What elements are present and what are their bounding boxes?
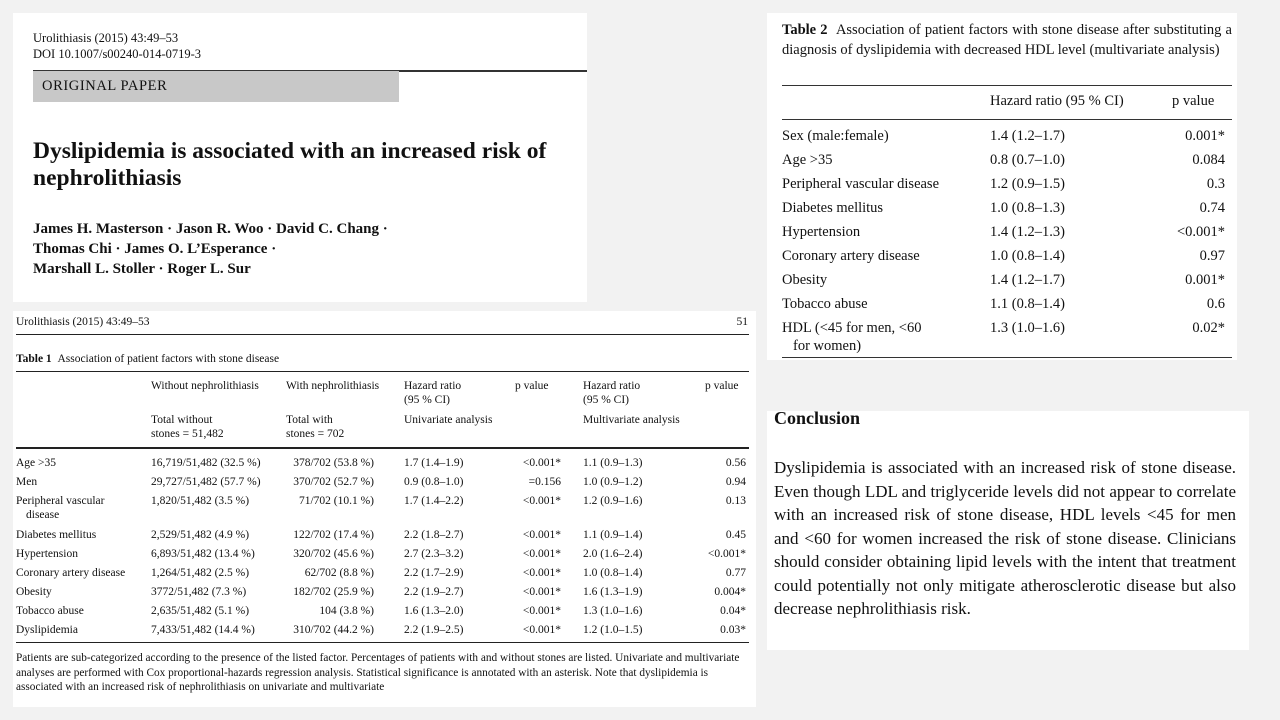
table1-column-header: Hazard ratio (583, 380, 641, 392)
table2-hazard-ratio: 1.0 (0.8–1.3) (990, 200, 1065, 216)
running-head: Urolithiasis (2015) 43:49–53 (16, 316, 150, 328)
table1-row-label: disease (26, 509, 60, 521)
table2-hazard-ratio: 1.1 (0.8–1.4) (990, 296, 1065, 312)
table1-column-header: p value (705, 380, 739, 392)
table2-p-value: 0.74 (1199, 200, 1225, 216)
table1-row-label: Peripheral vascular (16, 495, 105, 507)
table2-hazard-ratio: 0.8 (0.7–1.0) (990, 152, 1065, 168)
table1-subheader: Total without (151, 414, 213, 426)
author-line: James H. Masterson · Jason R. Woo · David C. Chang · (33, 221, 388, 237)
conclusion-panel (767, 408, 1249, 650)
table1-cell: 1,264/51,482 (2.5 %) (151, 567, 250, 579)
table1-cell: 2,529/51,482 (4.9 %) (151, 529, 250, 541)
table1-cell: 0.9 (0.8–1.0) (404, 476, 464, 488)
table2-hazard-ratio: 1.3 (1.0–1.6) (990, 320, 1065, 336)
table1-row-label: Tobacco abuse (16, 605, 84, 617)
table1-cell: <0.001* (522, 529, 561, 541)
table1-cell: 0.13 (725, 495, 746, 507)
table2-row-label: for women) (793, 338, 862, 354)
table2-hazard-ratio: 1.4 (1.2–1.7) (990, 272, 1065, 288)
table2-hazard-ratio: 1.4 (1.2–1.7) (990, 128, 1065, 144)
paper-title: Dyslipidemia is associated with an increased risk of nephrolithiasis (33, 138, 547, 191)
table1-cell: 1.2 (0.9–1.6) (583, 495, 643, 507)
table1-header-rule (16, 447, 749, 449)
table1-cell: <0.001* (522, 457, 561, 469)
table1-caption-text: Association of patient factors with stone disease (57, 353, 280, 365)
table1-cell: <0.001* (707, 548, 746, 560)
author-list (33, 219, 573, 279)
table1-cell: 0.45 (725, 529, 746, 541)
article-type-badge (33, 71, 399, 102)
table2-p-value: 0.001* (1185, 272, 1225, 288)
table1-column-header: (95 % CI) (404, 394, 450, 406)
table1-row-label: Men (16, 476, 38, 488)
table2-p-value: 0.084 (1192, 152, 1225, 168)
table1-column-header: With nephrolithiasis (286, 380, 380, 392)
author-line: Thomas Chi · James O. L’Esperance · (33, 241, 277, 257)
table1-cell: 0.56 (725, 457, 746, 469)
table1-cell: 378/702 (53.8 %) (293, 457, 374, 469)
table2-row-label: Sex (male:female) (782, 128, 889, 144)
table1-cell: 122/702 (17.4 %) (293, 529, 374, 541)
table1-cell: =0.156 (528, 476, 561, 488)
table1-cell: 1.0 (0.9–1.2) (583, 476, 643, 488)
table1-subheader: Total with (286, 414, 333, 426)
table2-bottom-rule (782, 357, 1232, 358)
table1-footnote: Patients are sub-categorized according to the presence of the listed factor. Percentages of patients with and without stones are listed. Univariate and multivariate analyses are performed with Cox proportional-hazards regression analysis. Statistical significance is annotated with an asterisk. Note that dyslipidemia is associated with an increased risk of nephrolithiasis on univariate and multivariate (16, 652, 740, 693)
table2-row-label: Peripheral vascular disease (782, 176, 940, 192)
table1-caption-label: Table 1 (16, 353, 52, 365)
table1-cell: 1.1 (0.9–1.3) (583, 457, 643, 469)
table2-row-label: Age >35 (782, 152, 833, 168)
table2-row-label: Obesity (782, 272, 828, 288)
table1-cell: 2,635/51,482 (5.1 %) (151, 605, 250, 617)
table2-p-value: <0.001* (1176, 224, 1225, 240)
table1-cell: 182/702 (25.9 %) (293, 586, 374, 598)
table1-cell: <0.001* (522, 605, 561, 617)
table1-cell: 2.7 (2.3–3.2) (404, 548, 464, 560)
table2-panel (767, 13, 1237, 360)
table1-cell: 29,727/51,482 (57.7 %) (151, 476, 261, 488)
table2-p-value: 0.001* (1185, 128, 1225, 144)
table1-cell: 16,719/51,482 (32.5 %) (151, 457, 261, 469)
table1-cell: 2.0 (1.6–2.4) (583, 548, 643, 560)
table1-cell: <0.001* (522, 567, 561, 579)
conclusion-heading: Conclusion (774, 408, 861, 428)
table2-row-label: HDL (<45 for men, <60 (782, 320, 922, 336)
table2-hazard-ratio: 1.4 (1.2–1.3) (990, 224, 1065, 240)
table1-cell: 0.04* (720, 605, 746, 617)
table1-cell: 1,820/51,482 (3.5 %) (151, 495, 250, 507)
conclusion-text: Dyslipidemia is associated with an increased risk of stone disease. Even though LDL and triglyceride levels did not appear to correlate with an increased risk of stone disease, HDL levels <45 for men and <60 for women increased the risk of stone disease. Clinicians should consider obtaining lipid levels with the intent that treatment could potentially not only mitigate atherosclerotic disease but also decrease nephrolithiasis risk. (774, 458, 1236, 618)
table1-cell: 104 (3.8 %) (319, 605, 374, 617)
table1-cell: 2.2 (1.9–2.5) (404, 624, 464, 636)
table1-cell: 2.2 (1.9–2.7) (404, 586, 464, 598)
table2-p-value: 0.02* (1192, 320, 1225, 336)
table1-caption (16, 353, 279, 365)
table1-bottom-rule (16, 642, 749, 643)
table1-cell: 3772/51,482 (7.3 %) (151, 586, 247, 598)
title-panel (13, 13, 587, 302)
table1-cell: 0.004* (714, 586, 746, 598)
table2-header-hazard-ratio: Hazard ratio (95 % CI) (990, 93, 1124, 109)
table1-panel (13, 311, 756, 707)
journal-reference (33, 30, 201, 62)
table2-p-value: 0.97 (1199, 248, 1225, 264)
table1-cell: 1.7 (1.4–2.2) (404, 495, 464, 507)
table1-cell: 0.03* (720, 624, 746, 636)
table1-row-label: Diabetes mellitus (16, 529, 97, 541)
table2-hazard-ratio: 1.0 (0.8–1.4) (990, 248, 1065, 264)
table1-row-label: Age >35 (16, 457, 57, 469)
table2-caption-label: Table 2 (782, 22, 828, 38)
table1-cell: 6,893/51,482 (13.4 %) (151, 548, 255, 560)
table1-cell: 1.7 (1.4–1.9) (404, 457, 464, 469)
table1-subheader: stones = 51,482 (151, 428, 224, 440)
table2-p-value: 0.3 (1206, 176, 1225, 192)
author-line: Marshall L. Stoller · Roger L. Sur (33, 261, 251, 277)
table1-cell: 370/702 (52.7 %) (293, 476, 374, 488)
table2-hazard-ratio: 1.2 (0.9–1.5) (990, 176, 1065, 192)
table1-cell: 1.2 (1.0–1.5) (583, 624, 643, 636)
journal-citation: Urolithiasis (2015) 43:49–53 (33, 31, 179, 45)
table1-cell: <0.001* (522, 495, 561, 507)
table1-cell: <0.001* (522, 548, 561, 560)
table1-cell: 2.2 (1.8–2.7) (404, 529, 464, 541)
table1-cell: 1.6 (1.3–2.0) (404, 605, 464, 617)
table2-top-rule (782, 85, 1232, 86)
table1-cell: 0.77 (725, 567, 746, 579)
table1-row-label: Obesity (16, 586, 52, 598)
table1-top-rule (16, 371, 749, 372)
table1-row-label: Dyslipidemia (16, 624, 78, 636)
table1-cell: <0.001* (522, 586, 561, 598)
table2-row-label: Coronary artery disease (782, 248, 920, 264)
table1-cell: 71/702 (10.1 %) (298, 495, 374, 507)
doi: DOI 10.1007/s00240-014-0719-3 (33, 47, 202, 61)
table2-header-p-value: p value (1172, 93, 1215, 109)
table1-cell: 2.2 (1.7–2.9) (404, 567, 464, 579)
table1-cell: 0.94 (725, 476, 746, 488)
table1-column-header: (95 % CI) (583, 394, 629, 406)
running-head-rule (16, 334, 749, 335)
table1-subheader: stones = 702 (286, 428, 345, 440)
table2-row-label: Tobacco abuse (782, 296, 868, 312)
table2-row-label: Hypertension (782, 224, 861, 240)
table1-column-header: p value (515, 380, 549, 392)
table2-caption (782, 21, 1232, 60)
table1-cell: 1.1 (0.9–1.4) (583, 529, 643, 541)
table2-row-label: Diabetes mellitus (782, 200, 884, 216)
table1-cell: 320/702 (45.6 %) (293, 548, 374, 560)
table1-cell: 1.3 (1.0–1.6) (583, 605, 643, 617)
table2-caption-text: Association of patient factors with stone disease after substituting a diagnosis of dyslipidemia with decreased HDL level (multivariate analysis) (782, 22, 1232, 58)
table2-header-rule (782, 119, 1232, 120)
page-number: 51 (736, 316, 748, 328)
table1-cell: 7,433/51,482 (14.4 %) (151, 624, 255, 636)
table1-row-label: Hypertension (16, 548, 78, 560)
table1-column-header: Without nephrolithiasis (151, 380, 259, 392)
table2-p-value: 0.6 (1206, 296, 1225, 312)
table1-cell: 1.6 (1.3–1.9) (583, 586, 643, 598)
table1-cell: 1.0 (0.8–1.4) (583, 567, 643, 579)
table1-column-header: Hazard ratio (404, 380, 462, 392)
article-type-label: ORIGINAL PAPER (42, 78, 168, 94)
table1-row-label: Coronary artery disease (16, 567, 126, 579)
table1-cell: 62/702 (8.8 %) (304, 567, 374, 579)
table1-cell: <0.001* (522, 624, 561, 636)
table1-cell: 310/702 (44.2 %) (293, 624, 374, 636)
table1-subheader: Multivariate analysis (583, 414, 680, 426)
table1-subheader: Univariate analysis (404, 414, 493, 426)
